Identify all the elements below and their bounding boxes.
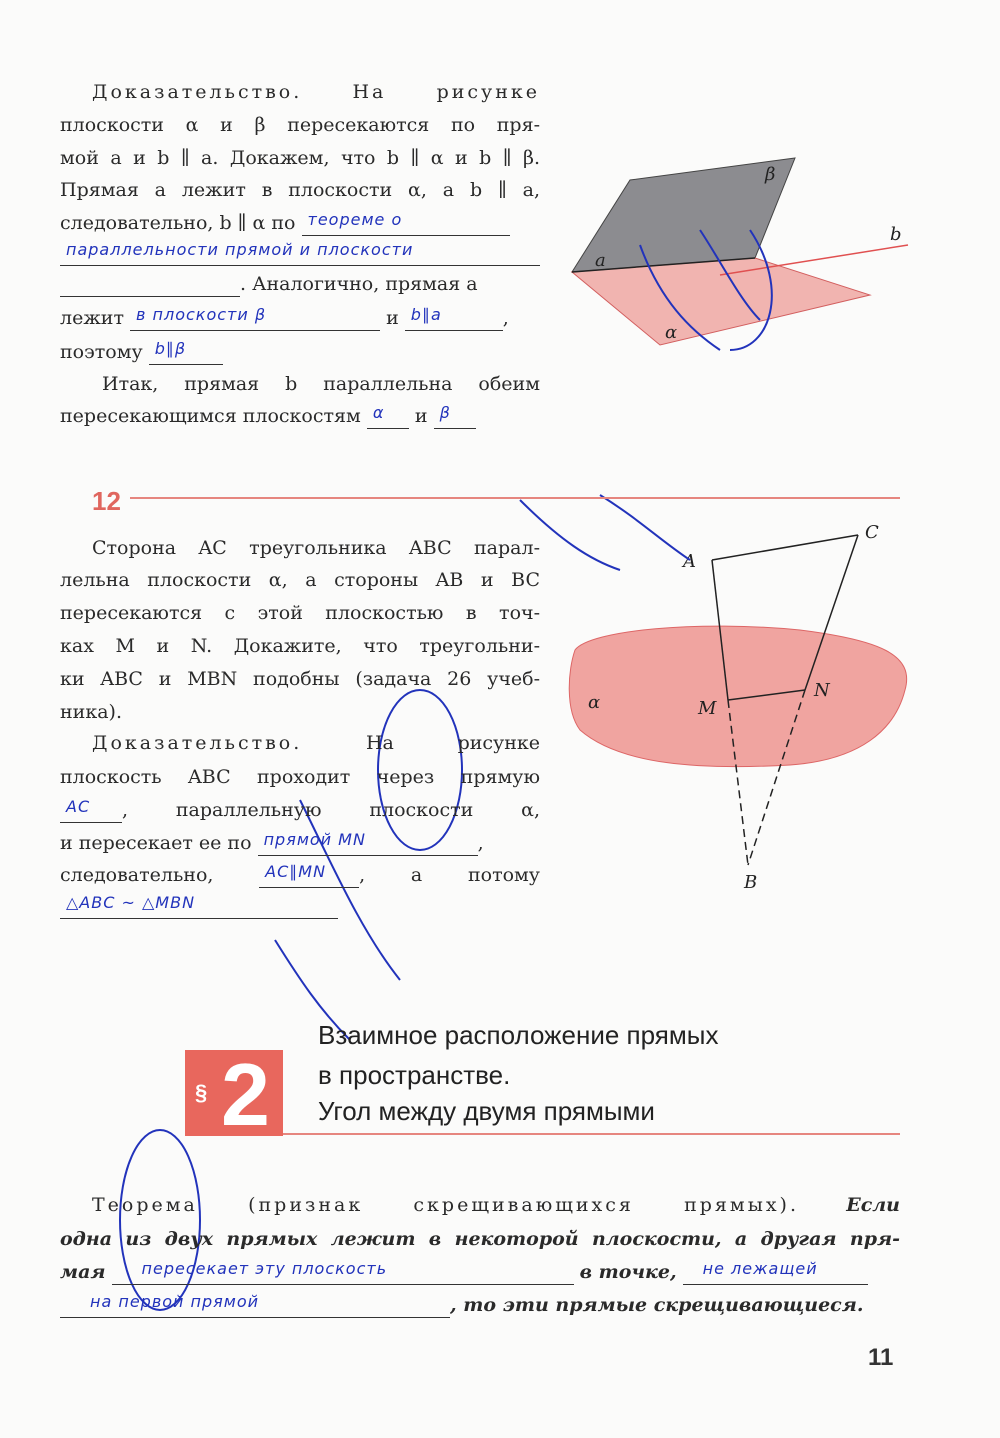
divider	[130, 497, 900, 499]
theorem-heading: Теорема (признак скрещивающихся прямых).	[92, 1194, 799, 1216]
text-line	[60, 862, 540, 888]
text-line	[60, 1292, 900, 1318]
section-title-line: Угол между двумя прямыми	[318, 1096, 655, 1126]
handwritten-answer: на первой прямой	[90, 1292, 260, 1311]
text: в точке,	[579, 1261, 677, 1283]
label-b: b	[890, 224, 902, 245]
section-symbol: §	[195, 1080, 208, 1105]
handwritten-answer: в плоскости β	[136, 305, 267, 324]
text-line: лельна плоскости α, а стороны AB и BC	[60, 569, 540, 591]
text: α,	[521, 799, 540, 821]
triangle-figure	[569, 522, 906, 893]
label-alpha: α	[588, 692, 601, 713]
answer-blank[interactable]	[60, 798, 122, 823]
label-beta: β	[765, 164, 776, 185]
text: плоскости	[369, 799, 474, 821]
text-line	[60, 1192, 900, 1218]
text-line: ках M и N. Докажите, что треугольни-	[60, 635, 540, 657]
text: параллельную	[175, 799, 322, 821]
text-line: Прямая a лежит в плоскости α, а b ∥ a,	[60, 179, 540, 201]
text: следовательно, b ∥ α по	[60, 212, 296, 234]
proof-heading: Доказательство.	[92, 732, 303, 754]
proof-heading: Доказательство.	[92, 81, 303, 103]
text-line: плоскости α и β пересекаются по пря-	[60, 114, 540, 136]
text: На	[352, 81, 387, 103]
label-N: N	[814, 680, 830, 701]
text: и	[386, 307, 399, 329]
text: ,	[477, 832, 484, 854]
divider	[283, 1133, 900, 1135]
label-B: B	[744, 872, 758, 893]
text-line: Итак, прямая b параллельна обеим	[102, 373, 540, 395]
text: и	[414, 405, 428, 427]
answer-blank[interactable]	[60, 894, 338, 919]
text-line: ки ABC и MBN подобны (задача 26 учеб-	[60, 668, 540, 690]
handwritten-answer: b∥β	[154, 339, 187, 358]
text: , то эти прямые скрещивающиеся.	[450, 1294, 864, 1316]
text: Если	[846, 1194, 900, 1216]
handwritten-answer: параллельности прямой и плоскости	[66, 240, 414, 259]
text-line: Сторона AC треугольника ABC парал-	[92, 537, 540, 559]
section-title-line: в пространстве.	[318, 1060, 511, 1090]
text: ,	[122, 799, 129, 821]
side-AC	[712, 535, 858, 560]
handwritten-answer: b∥a	[410, 305, 442, 324]
label-a: a	[595, 250, 606, 271]
text: рисунке	[457, 732, 540, 754]
text: На	[365, 732, 394, 754]
label-A: A	[683, 551, 696, 572]
text: . Аналогично, прямая a	[240, 273, 478, 295]
text-line	[60, 1259, 900, 1285]
plane-alpha-region	[569, 626, 906, 767]
section-number: 2	[221, 1045, 270, 1144]
handwritten-answer: △ABC ~ △MBN	[66, 893, 196, 912]
handwritten-answer: прямой MN	[263, 830, 366, 849]
text-line: плоскость ABC проходит через прямую	[60, 766, 540, 788]
text: ,	[502, 307, 509, 329]
answer-blank[interactable]	[112, 1260, 574, 1285]
text-line	[60, 730, 540, 756]
task-number: 12	[92, 486, 121, 516]
text-line	[60, 797, 540, 823]
section-title-line: Взаимное расположение прямых	[318, 1020, 719, 1050]
text-line	[60, 893, 540, 919]
text: лежит	[60, 307, 124, 329]
section-badge	[185, 1045, 283, 1144]
handwritten-answer: α	[372, 403, 385, 422]
planes-figure	[572, 158, 908, 345]
answer-blank[interactable]	[259, 863, 359, 888]
handwritten-answer: AC	[66, 797, 91, 816]
text: ,	[359, 864, 366, 886]
label-M: M	[698, 698, 717, 719]
answer-blank[interactable]	[258, 831, 478, 856]
text-line	[60, 830, 540, 856]
text: рисунке	[436, 81, 540, 103]
text: пересекающимся плоскостям	[60, 405, 361, 427]
label-C: C	[865, 522, 879, 543]
text: потому	[467, 864, 540, 886]
answer-blank[interactable]	[60, 1293, 450, 1318]
handwritten-answer: AC∥MN	[265, 862, 327, 881]
label-alpha: α	[665, 322, 678, 343]
page-number: 11	[868, 1344, 894, 1371]
text: поэтому	[60, 341, 143, 363]
plane-alpha	[572, 258, 870, 345]
text: а	[410, 864, 423, 886]
text: следовательно,	[60, 864, 214, 886]
text-line: одна из двух прямых лежит в некоторой плоскости, а другая пря-	[60, 1228, 900, 1250]
text: мая	[60, 1261, 106, 1283]
text-line: мой a и b ∥ a. Докажем, что b ∥ α и b ∥ β.	[60, 147, 540, 169]
text-line: пересекаются с этой плоскостью в точ-	[60, 602, 540, 624]
text-line: ника).	[60, 701, 122, 723]
answer-blank[interactable]	[683, 1260, 868, 1285]
text: и пересекает ее по	[60, 832, 252, 854]
handwritten-answer: β	[439, 403, 451, 422]
handwritten-answer: пересекает эту плоскость	[141, 1259, 388, 1278]
handwritten-answer: теореме о	[307, 210, 403, 229]
handwritten-answer: не лежащей	[702, 1259, 818, 1278]
